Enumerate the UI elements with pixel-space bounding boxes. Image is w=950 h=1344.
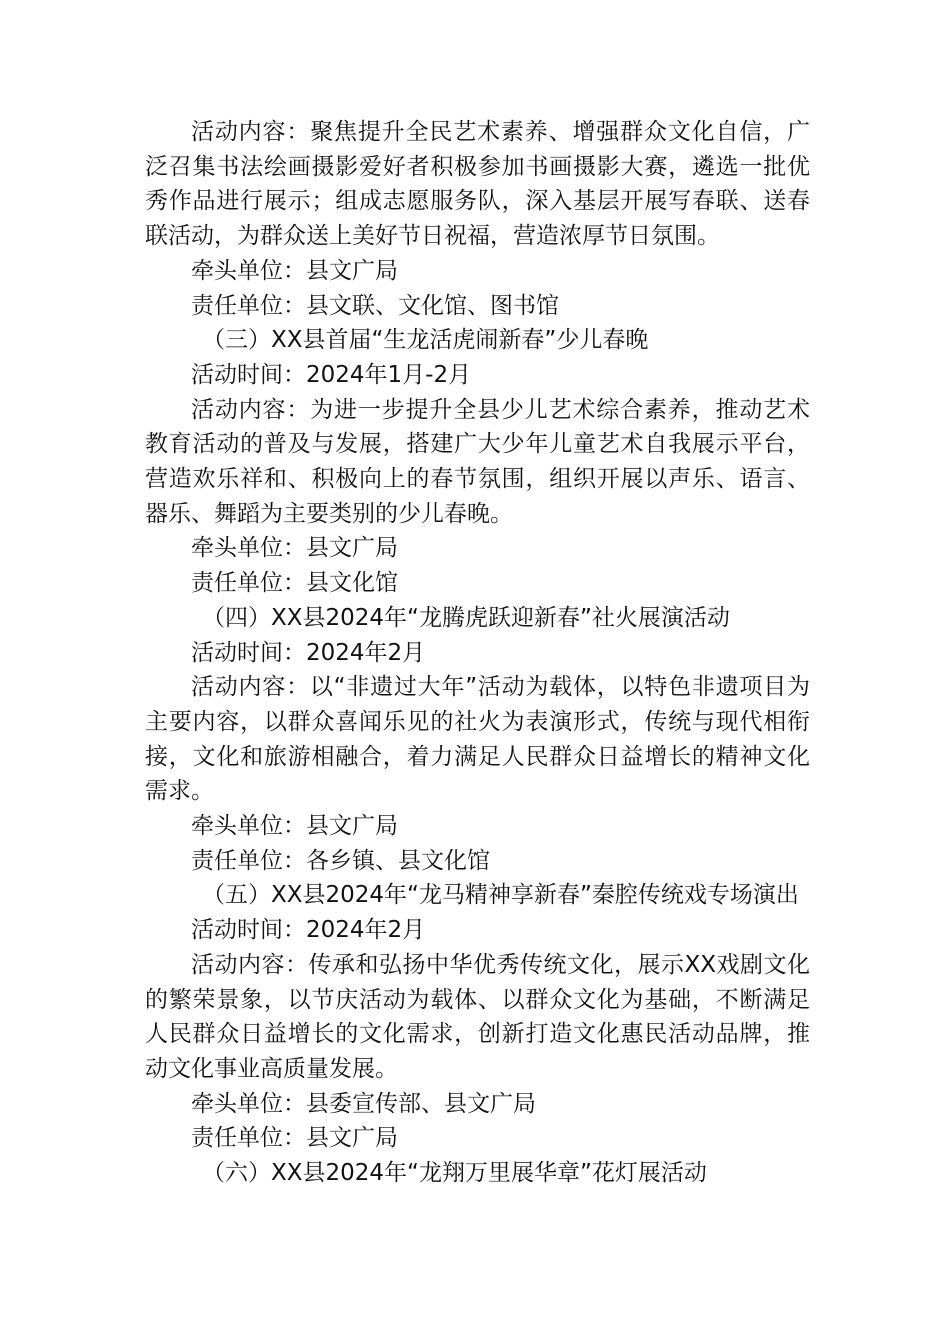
section-heading-6: （六）XX县2024年“龙翔万里展华章”花灯展活动 xyxy=(202,1160,707,1187)
paragraph-time-3: 活动时间：2024年1月-2月 xyxy=(191,361,472,388)
paragraph-lead-unit-3: 牵头单位：县文广局 xyxy=(191,535,398,562)
paragraph-time-5: 活动时间：2024年2月 xyxy=(191,917,426,944)
paragraph-responsible-unit-4: 责任单位：各乡镇、县文化馆 xyxy=(191,847,490,874)
paragraph-lead-unit-4: 牵头单位：县文广局 xyxy=(191,813,398,840)
section-heading-5: （五）XX县2024年“龙马精神享新春”秦腔传统戏专场演出 xyxy=(202,882,799,909)
section-heading-4: （四）XX县2024年“龙腾虎跃迎新春”社火展演活动 xyxy=(202,604,730,631)
paragraph-responsible-unit-3: 责任单位：县文化馆 xyxy=(191,570,398,597)
paragraph-content-4: 活动内容：以“非遗过大年”活动为载体，以特色非遗项目为主要内容，以群众喜闻乐见的社火为表演形式，传统与现代相衔接，文化和旅游相融合，着力满足人民群众日益增长的精神文化需求。 xyxy=(145,674,810,805)
paragraph-responsible-unit-5: 责任单位：县文广局 xyxy=(191,1125,398,1152)
paragraph-content-3: 活动内容：为进一步提升全县少儿艺术综合素养，推动艺术教育活动的普及与发展，搭建广大少年儿童艺术自我展示平台，营造欢乐祥和、积极向上的春节氛围，组织开展以声乐、语言、器乐、舞蹈为主要类别的少儿春晚。 xyxy=(145,396,810,527)
paragraph-content-5: 活动内容：传承和弘扬中华优秀传统文化，展示XX戏剧文化的繁荣景象，以节庆活动为载体、以群众文化为基础，不断满足人民群众日益增长的文化需求，创新打造文化惠民活动品牌，推动文化事业高质量发展。 xyxy=(145,951,810,1082)
section-heading-3: （三）XX县首届“生龙活虎闹新春”少儿春晚 xyxy=(202,327,649,354)
paragraph-responsible-unit-2: 责任单位：县文联、文化馆、图书馆 xyxy=(191,292,559,319)
paragraph-lead-unit-2: 牵头单位：县文广局 xyxy=(191,257,398,284)
paragraph-content-2: 活动内容：聚焦提升全民艺术素养、增强群众文化自信，广泛召集书法绘画摄影爱好者积极参加书画摄影大赛，遴选一批优秀作品进行展示；组成志愿服务队，深入基层开展写春联、送春联活动，为群众送上美好节日祝福，营造浓厚节日氛围。 xyxy=(145,119,810,250)
paragraph-time-4: 活动时间：2024年2月 xyxy=(191,639,426,666)
paragraph-lead-unit-5: 牵头单位：县委宣传部、县文广局 xyxy=(191,1090,536,1117)
document-body xyxy=(145,115,810,1191)
